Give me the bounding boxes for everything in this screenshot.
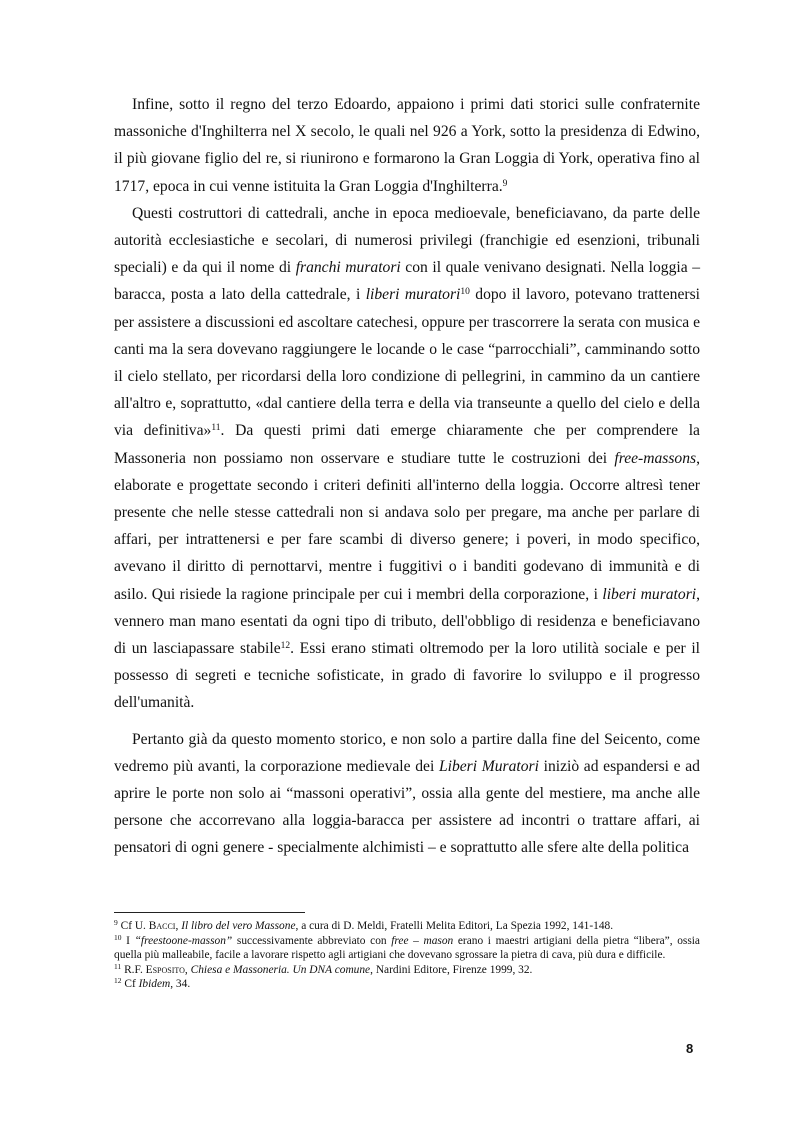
footnote xyxy=(114,919,700,934)
italic-text: “freestoone-masson” xyxy=(134,934,233,947)
small-caps-text: sposito xyxy=(152,963,185,976)
text-run: successivamente abbreviato con xyxy=(232,934,392,947)
page-number: 8 xyxy=(686,1041,694,1056)
text-run: . Da questi primi dati emerge chiaramente che per comprendere la Massoneria non possiamo non osservare e studiare tutte le costruzioni dei xyxy=(114,422,700,467)
text-run: , 34. xyxy=(170,978,191,991)
italic-text: Liberi Muratori xyxy=(438,757,539,775)
footnote-ref: 11 xyxy=(211,423,221,434)
footnote-ref: 10 xyxy=(114,932,122,942)
small-caps-text: Bacci xyxy=(148,920,176,932)
text-run: Infine, sotto il regno del terzo Edoardo, appaiono i primi dati storici sulle confraternite massoniche d'Inghilterra nel X secolo, le quali nel 926 a York, sotto la presidenza di Edwino, il più giovane figlio del re, si riunirono e formarono la Gran Loggia di York, operativa fino al 1717, epoca in cui venne istituita la Gran Loggia d'Inghilterra. xyxy=(114,96,700,195)
text-run: , xyxy=(184,963,191,976)
text-run: Questi costruttori di cattedrali, anche in epoca medioevale, beneficiavano, da parte delle autorità ecclesiastiche e secolari, di numerosi privilegi (franchigie ed esenzioni, tribunali speciali) e da qui il nome di xyxy=(114,204,700,277)
text-run: con il quale venivano designati. Nella loggia – baracca, posta a lato della cattedrale, i xyxy=(114,259,700,304)
text-run: dopo il lavoro, potevano trattenersi per assistere a discussioni ed ascoltare catechesi, oppure per trascorrere la serata con musica e canti ma la sera dovevano raggiungere le locande o le case “parrocchiali”, camminando sotto il cielo stellato, per ricordarsi della loro condizione di pellegrini, in cammino da un cantiere all'altro e, soprattutto, «dal cantiere della terra e della via transeunte a quello del cielo e della via definitiva» xyxy=(114,286,700,440)
footnote-ref: 12 xyxy=(280,641,291,652)
italic-text: franchi muratori xyxy=(295,259,401,277)
footnote-ref: 9 xyxy=(114,918,118,927)
body-text xyxy=(114,91,700,862)
text-run: Pertanto già da questo momento storico, e non solo a partire dalla fine del Seicento, come vedremo più avanti, la corporazione medievale dei xyxy=(114,730,700,775)
text-run: , xyxy=(175,920,182,932)
italic-text: Chiesa e Massoneria. Un DNA comune xyxy=(190,963,371,976)
text-run: iniziò ad espandersi e ad aprire le porte non solo ai “massoni operativi”, ossia alla gente del mestiere, ma anche alle persone che accorrevano alla loggia-baracca per assistere ad incontri o trattare affari, ai pensatori di ogni genere - specialmente alchimisti – e soprattutto alle sfere alte della politica xyxy=(114,757,700,857)
text-run: , vennero man mano esentati da ogni tipo di tributo, dell'obbligo di residenza e beneficiavano di un lasciapassare stabile xyxy=(114,585,700,658)
footnotes xyxy=(114,919,700,992)
footnote xyxy=(114,963,700,978)
footnote-ref: 10 xyxy=(460,287,470,298)
footnote-ref: 9 xyxy=(502,178,508,189)
paragraph xyxy=(114,91,700,200)
italic-text: liberi muratori xyxy=(365,286,461,304)
italic-text: liberi muratori xyxy=(602,585,697,603)
text-run: Cf xyxy=(121,978,139,991)
footnote-ref: 11 xyxy=(114,961,122,971)
italic-text: Ibidem xyxy=(138,978,171,991)
text-run: R.F. E xyxy=(121,963,153,976)
text-run: , Nardini Editore, Firenze 1999, 32. xyxy=(370,963,533,976)
text-run: , a cura di D. Meldi, Fratelli Melita Editori, La Spezia 1992, 141-148. xyxy=(295,920,614,932)
footnote-separator xyxy=(114,912,305,913)
text-run: , elaborate e progettate secondo i criteri definiti all'interno della loggia. Occorre altresì tener presente che nelle stesse cattedrali non si andava solo per pregare, ma anche per parlare di affari, per intrattenersi e per fare scambi di diverso genere; i poveri, in modo specifico, avevano il diritto di pernottarvi, mentre i fuggitivi o i banditi godevano di immunità e di asilo. Qui risiede la ragione principale per cui i membri della corporazione, i xyxy=(114,449,700,603)
footnote-ref: 12 xyxy=(114,976,122,986)
paragraph xyxy=(114,200,700,717)
text-run: I xyxy=(121,934,135,947)
italic-text: free-massons xyxy=(614,449,697,467)
text-run: Cf U. xyxy=(117,920,149,932)
paragraph xyxy=(114,726,700,862)
footnote xyxy=(114,934,700,963)
italic-text: Il libro del vero Massone xyxy=(181,920,296,932)
footnote xyxy=(114,977,700,992)
italic-text: free – mason xyxy=(391,934,454,947)
text-run: . Essi erano stimati oltremodo per la loro utilità sociale e per il possesso di segreti e tecniche sofisticate, in grado di favorire lo sviluppo e il progresso dell'umanità. xyxy=(114,640,700,712)
text-run: erano i maestri artigiani della pietra “libera”, ossia quella più malleabile, facile a lavorare rispetto agli artigiani che dovevano sgrossare la pietra di cava, più dura e difficile. xyxy=(114,934,700,962)
